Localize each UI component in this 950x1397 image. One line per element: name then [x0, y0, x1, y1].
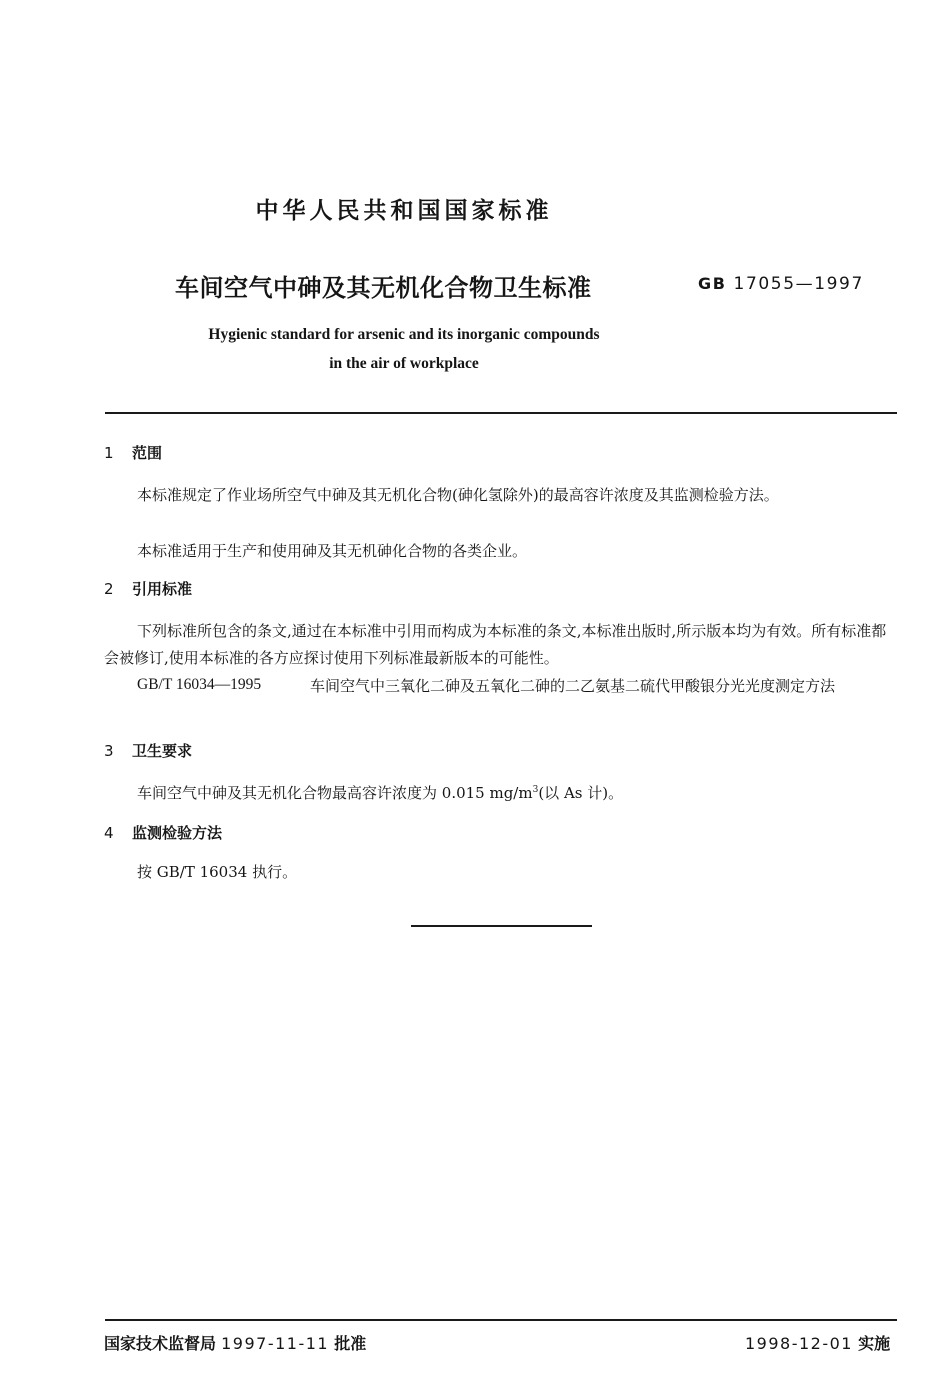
issuer-name: 国家技术监督局	[104, 1334, 217, 1353]
section-number: 4	[104, 824, 114, 842]
footer-divider	[105, 1319, 897, 1321]
reference-code: GB/T 16034—1995	[137, 676, 262, 693]
standard-title-english	[0, 320, 808, 378]
requirement-text-suffix: (以 As 计)。	[538, 784, 624, 802]
standard-title-english-line-2: in the air of workplace	[329, 355, 479, 372]
section-2-paragraph-1: 下列标准所包含的条文,通过在本标准中引用而构成为本标准的条文,本标准出版时,所示版本均为有效。所有标准都会被修订,使用本标准的各方应探讨使用下列标准最新版本的可能性。	[104, 622, 887, 667]
section-title: 监测检验方法	[132, 824, 223, 842]
requirement-text: 车间空气中砷及其无机化合物最高容许浓度为 0.015 mg/m	[137, 784, 533, 802]
national-standard-heading: 中华人民共和国国家标准	[255, 198, 553, 224]
requirement-unit-superscript: 3	[532, 785, 539, 795]
standard-title-chinese: 车间空气中砷及其无机化合物卫生标准	[175, 274, 592, 302]
implementation-date: 1998-12-01	[745, 1334, 853, 1353]
section-number: 2	[104, 580, 114, 598]
approval-info	[104, 1331, 366, 1354]
section-4-heading	[104, 822, 222, 843]
section-title: 范围	[132, 444, 163, 462]
section-1-paragraph-1: 本标准规定了作业场所空气中砷及其无机化合物(砷化氢除外)的最高容许浓度及其监测检验方法。	[137, 486, 779, 504]
standard-title-english-line-1: Hygienic standard for arsenic and its inorganic compounds	[208, 326, 600, 343]
standard-code-prefix: GB	[698, 274, 727, 293]
standard-code	[698, 274, 864, 294]
section-3-heading	[104, 740, 192, 761]
section-2-heading	[104, 578, 192, 599]
reference-title: 车间空气中三氧化二砷及五氧化二砷的二乙氨基二硫代甲酸银分光光度测定方法	[310, 677, 836, 695]
section-title: 卫生要求	[132, 742, 193, 760]
section-1-paragraph-2: 本标准适用于生产和使用砷及其无机砷化合物的各类企业。	[137, 542, 528, 560]
section-3-paragraph	[137, 782, 623, 803]
section-number: 3	[104, 742, 114, 760]
section-title: 引用标准	[132, 580, 193, 598]
section-4-paragraph: 按 GB/T 16034 执行。	[137, 863, 298, 881]
standard-code-number: 17055—1997	[733, 274, 864, 294]
end-of-text-divider	[411, 925, 592, 927]
approval-label: 批准	[334, 1334, 367, 1353]
implementation-label: 实施	[858, 1334, 891, 1353]
header-divider	[105, 412, 897, 414]
implementation-info	[745, 1331, 890, 1354]
section-1-heading	[104, 442, 162, 463]
section-number: 1	[104, 444, 114, 462]
approval-date: 1997-11-11	[221, 1334, 330, 1353]
